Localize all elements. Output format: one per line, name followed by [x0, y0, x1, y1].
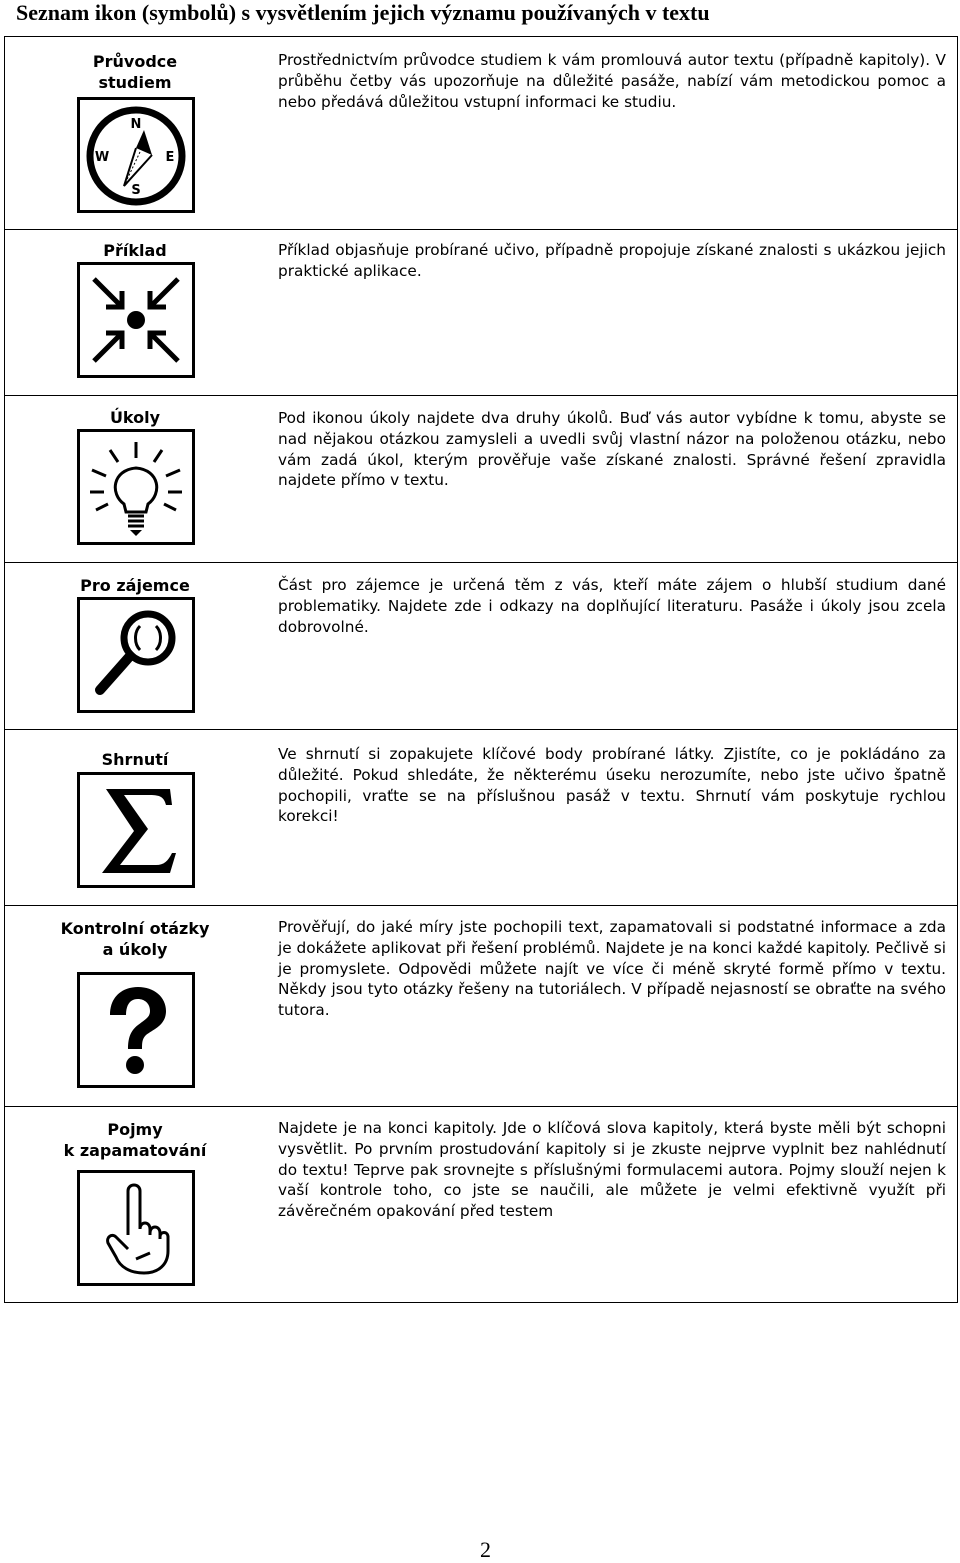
- row-label-line: Pojmy: [107, 1120, 163, 1139]
- table-row: [5, 730, 957, 906]
- converging-arrows-icon: [77, 262, 195, 378]
- page-title: Seznam ikon (symbolů) s vysvětlením jejich významu používaných v textu: [16, 0, 710, 25]
- row-label: [45, 749, 225, 770]
- row-label: [45, 240, 225, 261]
- row-description: Část pro zájemce je určená těm z vás, kteří máte zájem o hlubší studium dané problematiky. Najdete zde i odkazy na doplňující literaturu. Pasáže i úkoly jsou zcela dobrovolné.: [278, 576, 946, 636]
- row-label: [45, 575, 225, 596]
- row-label: [45, 407, 225, 428]
- table-row: [5, 396, 957, 563]
- table-row: [5, 230, 957, 396]
- row-label-line: Kontrolní otázky: [60, 919, 210, 938]
- row-label-line: studiem: [98, 73, 172, 92]
- table-row: [5, 37, 957, 230]
- row-label-line: Příklad: [103, 241, 167, 260]
- magnifying-glass-icon: [77, 597, 195, 713]
- row-label-line: k zapamatování: [63, 1141, 207, 1160]
- row-label: [45, 51, 225, 93]
- sigma-icon: [77, 772, 195, 888]
- icon-legend-table: [4, 36, 958, 1303]
- compass-letter-s: S: [131, 183, 141, 198]
- compass-icon: [77, 97, 195, 213]
- compass-letter-n: N: [130, 117, 142, 132]
- row-label-line: Úkoly: [109, 408, 161, 427]
- pointing-hand-icon: [77, 1170, 195, 1286]
- light-bulb-icon: [77, 429, 195, 545]
- question-mark-icon: [77, 972, 195, 1088]
- compass-letter-e: E: [165, 150, 175, 165]
- row-description: Příklad objasňuje probírané učivo, případně propojuje získané znalosti s ukázkou jejich praktické aplikace.: [278, 241, 946, 280]
- table-row: [5, 563, 957, 730]
- row-description: Prověřují, do jaké míry jste pochopili text, zapamatovali si podstatné informace a zda je dokážete aplikovat při řešení problémů. Najdete je na konci každé kapitoly. Pečlivě si je promyslete. Odpovědi můžete najít ve více či méně skryté formě přímo v textu. Někdy jsou tyto otázky řešeny na tutoriálech. V případě nejasností se obraťte na svého tutora.: [278, 918, 946, 1020]
- page-number: 2: [480, 1537, 491, 1562]
- row-label-line: Shrnutí: [101, 750, 169, 769]
- row-label-line: Pro zájemce: [80, 576, 190, 595]
- row-label: [45, 918, 225, 960]
- row-description: Pod ikonou úkoly najdete dva druhy úkolů. Buď vás autor vybídne k tomu, abyste se nad nějakou otázkou zamysleli a uvedli svůj vlastní názor na položenou otázku, nebo vám zadá úkol, kterým prověřuje vaše získané znalosti. Správné řešení zpravidla najdete přímo v textu.: [278, 409, 946, 490]
- table-row: [5, 1107, 957, 1303]
- row-label-line: a úkoly: [102, 940, 168, 959]
- row-label: [45, 1119, 225, 1161]
- row-description: Prostřednictvím průvodce studiem k vám promlouvá autor textu (případně kapitoly). V průběhu četby vás upozorňuje na důležité pasáže, nabízí vám metodickou pomoc a nebo předává důležitou vstupní informaci ke studiu.: [278, 51, 946, 111]
- table-row: [5, 906, 957, 1107]
- row-description: Ve shrnutí si zopakujete klíčové body probírané látky. Zjistíte, co je pokládáno za důležité. Pokud shledáte, že některému úseku nerozumíte, nebo jste učivo špatně pochopili, vraťte se na příslušnou pasáž v textu. Shrnutí vám poskytuje rychlou korekci!: [278, 745, 946, 826]
- row-label-line: Průvodce: [92, 52, 178, 71]
- row-description: Najdete je na konci kapitoly. Jde o klíčová slova kapitoly, která byste měli být schopni vysvětlit. Po prvním prostudování kapitoly si je zkuste nejprve vyplnit bez nahlédnutí do textu! Teprve pak srovnejte s příslušnými formulacemi autora. Pojmy slouží nejen k vaší kontrole toho, co jste se naučili, ale můžete je velmi efektivně využít při závěrečném opakování před testem: [278, 1119, 946, 1221]
- compass-letter-w: W: [94, 150, 110, 165]
